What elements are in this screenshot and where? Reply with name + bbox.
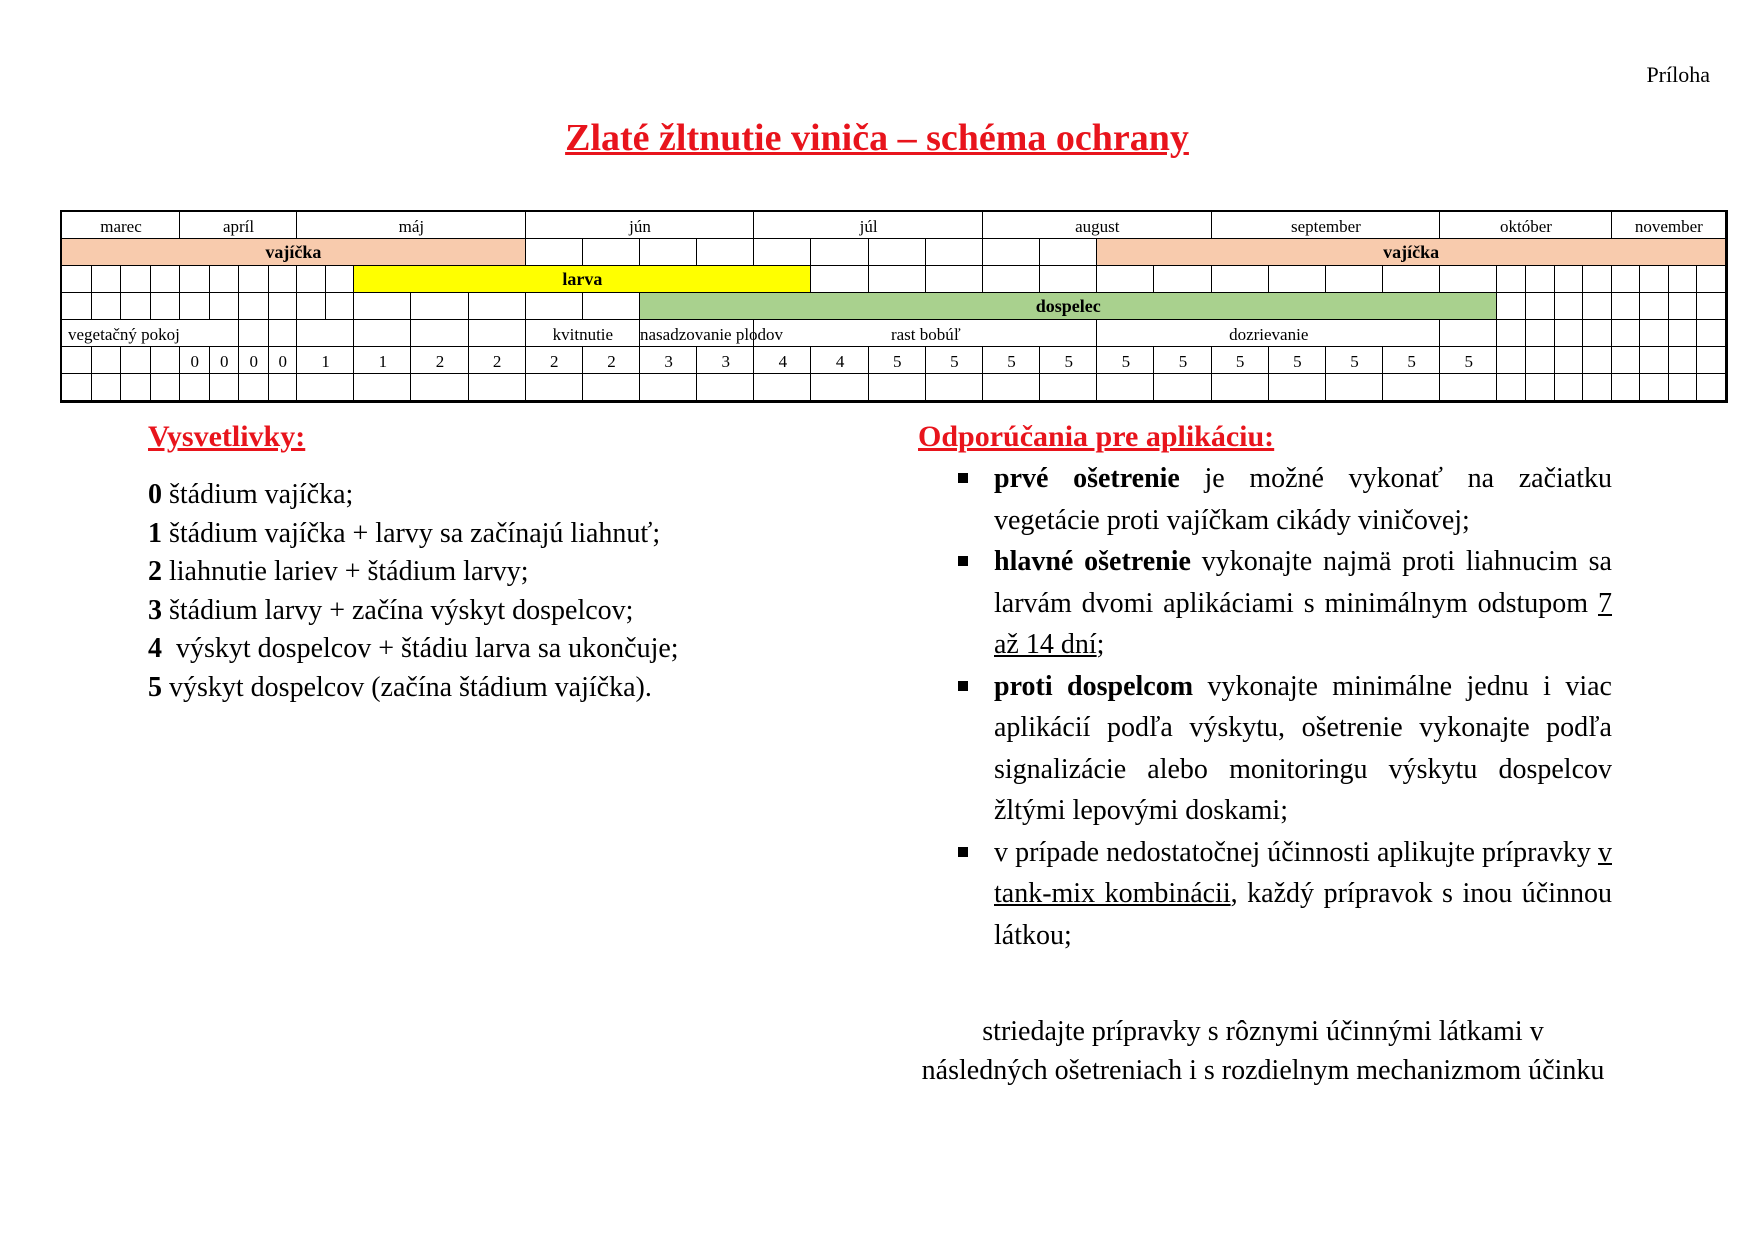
- month-label: august: [1075, 217, 1120, 236]
- month-label: jún: [629, 217, 651, 236]
- stage-number: 2: [492, 352, 502, 371]
- month-label: október: [1499, 217, 1552, 236]
- growth-stage-label: kvitnutie: [552, 325, 614, 344]
- protection-schema-table: [60, 210, 1728, 403]
- stage-number: 0: [220, 352, 229, 371]
- recommendations-list: [958, 458, 1612, 956]
- stage-number: 3: [664, 352, 673, 371]
- stage-number: 5: [1235, 352, 1245, 371]
- legend-item: 2 liahnutie lariev + štádium larvy;: [148, 556, 529, 587]
- month-label: máj: [398, 217, 425, 236]
- annex-label: Príloha: [1646, 62, 1710, 87]
- stage-number: 4: [778, 352, 788, 371]
- month-label: apríl: [222, 217, 255, 236]
- stage-number: 4: [835, 352, 845, 371]
- month-label: september: [1290, 217, 1361, 236]
- stage-number: 3: [721, 352, 730, 371]
- recommendation-item: proti dospelcom vykonajte minimálne jednu i viac aplikácií podľa výskytu, ošetrenie vykonajte podľa signalizácie alebo monitoringu výskytu dospelcov žltými lepovými doskami;: [958, 666, 1612, 832]
- stage-number: 2: [550, 352, 559, 371]
- legend-heading: Vysvetlivky:: [148, 420, 306, 453]
- month-label: júl: [859, 217, 878, 236]
- growth-stage-label: rast bobúľ: [890, 325, 961, 344]
- recommendations-heading: Odporúčania pre aplikáciu:: [918, 420, 1275, 453]
- recommendation-item: v prípade nedostatočnej účinnosti aplikujte prípravky v tank-mix kombinácii, každý prípravok s inou účinnou látkou;: [958, 832, 1612, 957]
- page-title: Zlaté žltnutie viniča – schéma ochrany: [565, 117, 1189, 159]
- stage-number: 2: [435, 352, 445, 371]
- stage-number: 5: [1407, 352, 1416, 371]
- legend-item: 5 výskyt dospelcov (začína štádium vajíčka).: [148, 671, 652, 703]
- stage-number: 5: [1121, 352, 1131, 371]
- recommendation-item: hlavné ošetrenie vykonajte najmä proti liahnucim sa larvám dvomi aplikáciami s minimálnym odstupom 7 až 14 dní;: [958, 541, 1612, 666]
- legend-item: 4 výskyt dospelcov + štádiu larva sa ukončuje;: [148, 633, 679, 664]
- month-label: marec: [100, 217, 142, 236]
- stage-number: 0: [190, 352, 199, 371]
- bullet-square-icon: [958, 556, 968, 566]
- bullet-square-icon: [958, 473, 968, 483]
- phase-eggs-autumn: vajíčka: [1097, 239, 1726, 266]
- stage-number: 5: [1064, 352, 1073, 371]
- bullet-square-icon: [958, 681, 968, 691]
- stage-number: 5: [1350, 352, 1359, 371]
- stage-number: 0: [249, 352, 258, 371]
- stage-number: 2: [607, 352, 616, 371]
- legend-item: 0 štádium vajíčka;: [148, 479, 354, 510]
- growth-stage-label: dozrievanie: [1229, 325, 1309, 344]
- stage-number: 5: [1007, 352, 1016, 371]
- month-label: november: [1634, 217, 1703, 236]
- phase-larva: larva: [354, 266, 811, 293]
- stage-number: 5: [1464, 352, 1474, 371]
- recommendation-item: prvé ošetrenie je možné vykonať na začiatku vegetácie proti vajíčkam cikády viničovej;: [958, 458, 1612, 541]
- stage-number: 1: [378, 352, 388, 371]
- closing-note: striedajte prípravky s rôznymi účinnými látkami v následných ošetreniach i s rozdielnym mechanizmom účinku: [921, 1016, 1605, 1086]
- stage-number: 5: [1178, 352, 1188, 371]
- stage-number: 1: [321, 352, 330, 371]
- phase-eggs-spring: vajíčka: [62, 239, 526, 266]
- bullet-square-icon: [958, 847, 968, 857]
- legend-item: 3 štádium larvy + začína výskyt dospelcov;: [148, 594, 634, 626]
- phase-adult: dospelec: [640, 293, 1497, 320]
- legend-list: [148, 476, 679, 707]
- growth-stage-label: nasadzovanie plodov: [640, 325, 784, 344]
- stage-number: 5: [892, 352, 902, 371]
- legend-item: 1 štádium vajíčka + larvy sa začínajú liahnuť;: [148, 517, 661, 549]
- stage-number: 5: [1293, 352, 1302, 371]
- stage-number: 0: [278, 352, 288, 371]
- stage-number: 5: [950, 352, 959, 371]
- growth-stage-label: vegetačný pokoj: [68, 325, 180, 344]
